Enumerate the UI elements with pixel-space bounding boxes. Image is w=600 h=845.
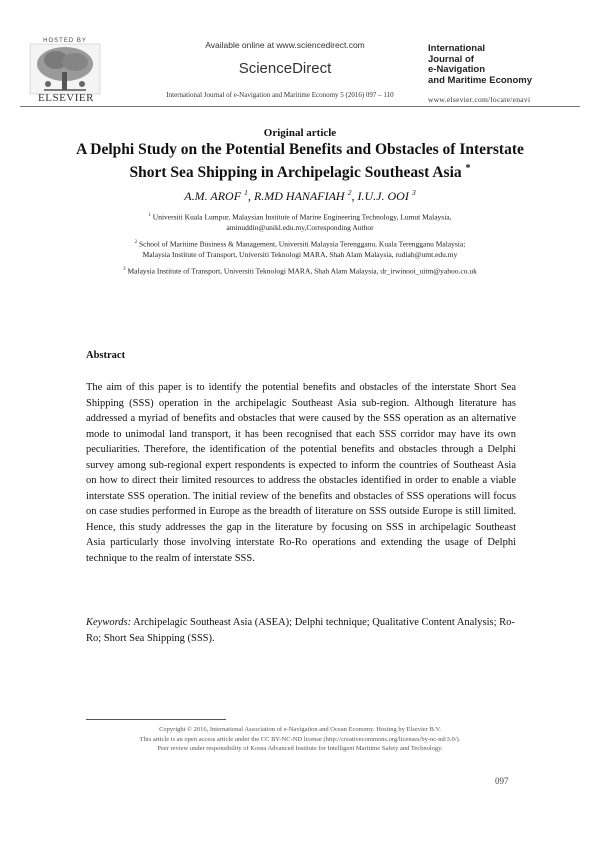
article-title (60, 140, 540, 182)
affiliation-text: Universiti Kuala Lumpur, Malaysian Institute of Marine Engineering Technology, Lumut Malaysia, (152, 212, 452, 222)
title-footnote-mark: * (465, 163, 471, 174)
copyright-footnote (90, 725, 510, 754)
author-affiliation-mark: 2 (347, 188, 352, 197)
journal-title-line: Journal of (428, 53, 474, 65)
hosted-by-label: HOSTED BY (43, 38, 87, 44)
affiliation-number: 2 (134, 240, 138, 245)
author-list: A.M. AROF $^1$, R.MD HANAFIAH $^2$, I.U.J. OOI $^3$ (184, 188, 416, 203)
copyright-line: Copyright © 2016, International Association of e-Navigation and Ocean Economy. Hosting by Elsevier B.V. (159, 726, 441, 733)
affiliation-1 (90, 211, 510, 234)
abstract-body: The aim of this paper is to identify the potential benefits and obstacles of the interstate Short Sea Shipping (SSS) operation in the archipelagic Southeast Asia sub-region. Although literature has addressed a myriad of benefits and obstacles that were caused by the SSS operation as an alternative mode to unimodal land transport, it has been recognised that each SSS corridor may have its own peculiarities. Therefore, the identification of the potential benefits and obstacles through a Delphi survey among sub-regional expert respondents is expected to inform the countries of Southeast Asia on how to direct their limited resources to address the obstacles identified in order to enable a viable interstate SSS operation. The initial review of the benefits and obstacles of SSS operations will focus on case studies performed in Europe as the breadth of literature on SSS outside Europe is still limited. Hence, this study addresses the gap in the literature by focusing on SSS in archipelagic Southeast Asia particularly those involving interstate Ro-Ro operations and extending the usage of Delphi technique to the realm of interstate SSS. (86, 382, 516, 564)
affiliation-text: aminuddin@unikl.edu.my,Corresponding Author (226, 223, 374, 232)
peer-review-line: Peer review under responsibility of Korea Advanced Institute for Intelligent Maritime Safety and Technology. (157, 745, 443, 752)
header-divider (20, 106, 580, 107)
journal-title-block (428, 44, 578, 86)
journal-title-line: e-Navigation (428, 64, 486, 75)
journal-title-line: International (428, 43, 486, 54)
author-affiliation-mark: 3 (411, 188, 416, 197)
author-name: I.U.J. OOI (357, 189, 409, 203)
affiliation-number: 1 (148, 213, 151, 218)
affiliation-3 (90, 265, 510, 277)
title-line-1: A Delphi Study on the Potential Benefits and Obstacles of Interstate (76, 141, 524, 158)
page-number: 097 (495, 776, 509, 786)
journal-url-link[interactable]: www.elsevier.com/locate/enavi (428, 95, 531, 104)
affiliation-text: School of Maritime Business & Management, Universiti Malaysia Terengganu, Kuala Terengganu Malaysia; (139, 239, 466, 249)
license-line: This article is an open access article under the CC BY-NC-ND license (http://creativecommons.org/licenses/by-nc-nd/3.0/). (139, 735, 461, 743)
author-affiliation-mark: 1 (244, 188, 248, 197)
available-online-text: Available online at www.sciencedirect.com (205, 40, 365, 50)
article-type: Original article (263, 127, 337, 139)
footnote-divider (86, 719, 226, 720)
publisher-name: ELSEVIER (38, 92, 94, 104)
author-name: A.M. AROF (184, 189, 242, 203)
keywords (86, 615, 516, 647)
affiliation-2 (90, 238, 510, 261)
abstract-heading: Abstract (86, 350, 126, 361)
affiliation-text: Malaysia Institute of Transport, Universiti Teknologi MARA, Shah Alam Malaysia, rudiah@umt.edu.my (142, 250, 458, 259)
affiliation-number: 3 (123, 267, 126, 272)
affiliation-text: Malaysia Institute of Transport, Universiti Teknologi MARA, Shah Alam Malaysia, dr_irwinooi_uitm@yahoo.co.uk (127, 266, 477, 276)
platform-name: ScienceDirect (238, 60, 332, 77)
keywords-label: Keywords: (86, 617, 132, 628)
author-name: R.MD HANAFIAH (253, 189, 345, 203)
journal-reference: International Journal of e-Navigation and Maritime Economy 5 (2016) 097 – 110 (166, 91, 394, 99)
journal-title-line: and Maritime Economy (428, 74, 532, 86)
title-line-2: Short Sea Shipping in Archipelagic Southeast Asia (129, 164, 462, 182)
keywords-text: Archipelagic Southeast Asia (ASEA); Delphi technique; Qualitative Content Analysis; Ro-Ro; Short Sea Shipping (SSS). (86, 617, 515, 644)
